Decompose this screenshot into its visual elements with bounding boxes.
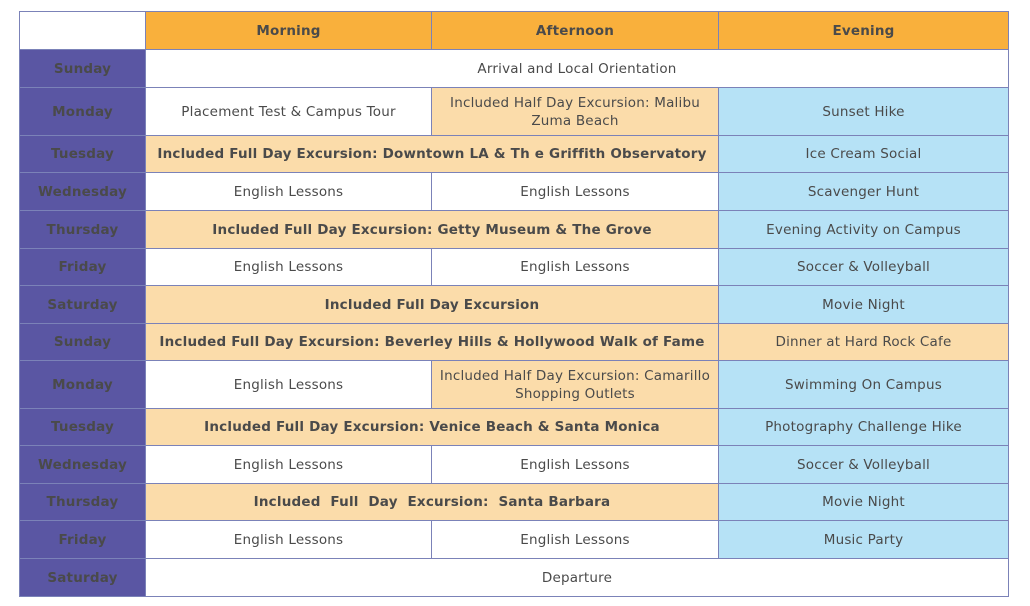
morning-activity: English Lessons <box>146 249 432 286</box>
table-row <box>20 484 1009 521</box>
morning-activity: English Lessons <box>146 521 432 559</box>
afternoon-activity: Included Half Day Excursion: Malibu Zuma Beach <box>432 88 719 136</box>
table-row <box>20 446 1009 484</box>
morning-activity: Placement Test & Campus Tour <box>146 88 432 136</box>
morning-activity: English Lessons <box>146 173 432 211</box>
morning-activity: English Lessons <box>146 446 432 484</box>
table-row <box>20 136 1009 173</box>
corner-cell <box>20 12 146 50</box>
day-label: Saturday <box>20 559 146 597</box>
all-day-activity: Departure <box>146 559 1009 597</box>
morning-activity: English Lessons <box>146 361 432 409</box>
header-afternoon: Afternoon <box>432 12 719 50</box>
evening-activity: Movie Night <box>719 484 1009 521</box>
table-row <box>20 88 1009 136</box>
table-row <box>20 249 1009 286</box>
evening-activity: Soccer & Volleyball <box>719 249 1009 286</box>
all-day-activity: Arrival and Local Orientation <box>146 50 1009 88</box>
evening-activity: Ice Cream Social <box>719 136 1009 173</box>
day-label: Monday <box>20 361 146 409</box>
table-row <box>20 559 1009 597</box>
full-day-excursion: Included Full Day Excursion: Beverley Hills & Hollywood Walk of Fame <box>146 324 719 361</box>
table-row <box>20 173 1009 211</box>
day-label: Wednesday <box>20 173 146 211</box>
evening-activity: Sunset Hike <box>719 88 1009 136</box>
table-row <box>20 361 1009 409</box>
day-label: Sunday <box>20 324 146 361</box>
afternoon-activity: Included Half Day Excursion: Camarillo Shopping Outlets <box>432 361 719 409</box>
day-label: Tuesday <box>20 136 146 173</box>
day-label: Friday <box>20 249 146 286</box>
afternoon-activity: English Lessons <box>432 446 719 484</box>
evening-activity: Swimming On Campus <box>719 361 1009 409</box>
table-row <box>20 409 1009 446</box>
header-row <box>20 12 1009 50</box>
full-day-excursion: Included Full Day Excursion: Santa Barbara <box>146 484 719 521</box>
day-label: Thursday <box>20 211 146 249</box>
full-day-excursion: Included Full Day Excursion <box>146 286 719 324</box>
table-row <box>20 521 1009 559</box>
day-label: Friday <box>20 521 146 559</box>
table-row <box>20 50 1009 88</box>
schedule-table <box>19 11 1009 597</box>
day-label: Thursday <box>20 484 146 521</box>
day-label: Wednesday <box>20 446 146 484</box>
day-label: Tuesday <box>20 409 146 446</box>
header-evening: Evening <box>719 12 1009 50</box>
table-row <box>20 286 1009 324</box>
evening-activity: Music Party <box>719 521 1009 559</box>
full-day-excursion: Included Full Day Excursion: Downtown LA & Th e Griffith Observatory <box>146 136 719 173</box>
full-day-excursion: Included Full Day Excursion: Getty Museum & The Grove <box>146 211 719 249</box>
day-label: Sunday <box>20 50 146 88</box>
table-row <box>20 211 1009 249</box>
header-morning: Morning <box>146 12 432 50</box>
afternoon-activity: English Lessons <box>432 173 719 211</box>
evening-activity: Photography Challenge Hike <box>719 409 1009 446</box>
full-day-excursion: Included Full Day Excursion: Venice Beach & Santa Monica <box>146 409 719 446</box>
evening-activity: Evening Activity on Campus <box>719 211 1009 249</box>
schedule-container <box>19 11 1009 597</box>
evening-activity: Soccer & Volleyball <box>719 446 1009 484</box>
afternoon-activity: English Lessons <box>432 521 719 559</box>
evening-activity: Movie Night <box>719 286 1009 324</box>
day-label: Saturday <box>20 286 146 324</box>
afternoon-activity: English Lessons <box>432 249 719 286</box>
evening-activity: Scavenger Hunt <box>719 173 1009 211</box>
table-row <box>20 324 1009 361</box>
day-label: Monday <box>20 88 146 136</box>
evening-activity: Dinner at Hard Rock Cafe <box>719 324 1009 361</box>
